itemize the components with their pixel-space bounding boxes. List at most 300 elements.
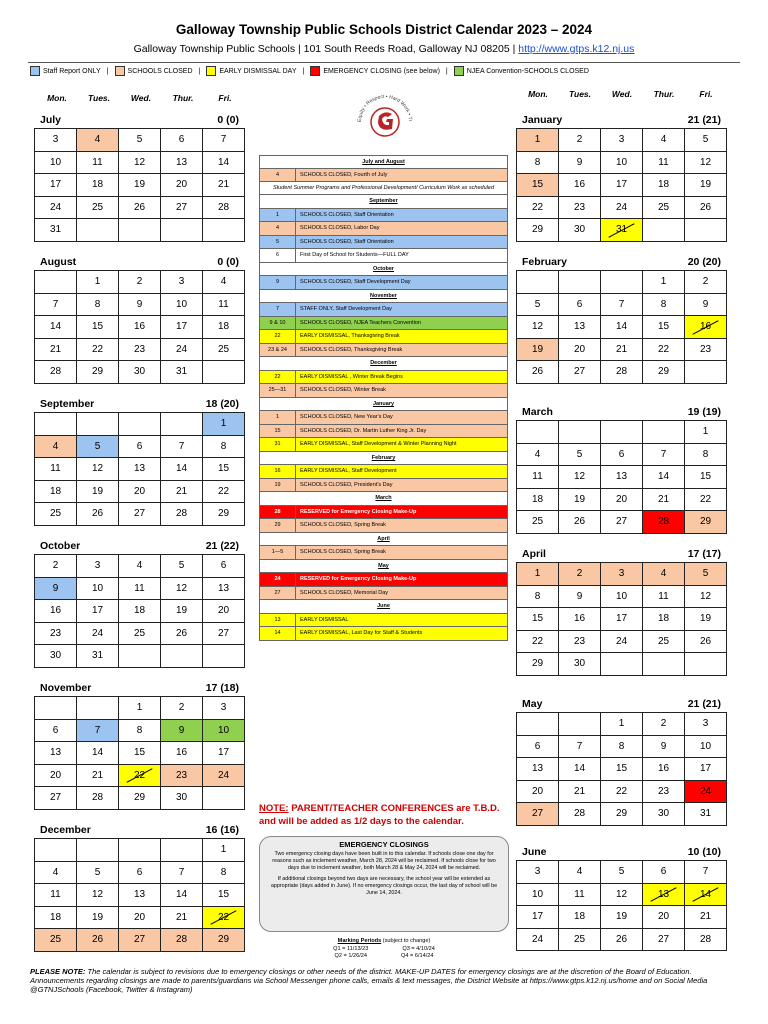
month-january: [516, 112, 727, 242]
weekday-label: Fri.: [218, 93, 232, 103]
month-grid: [34, 696, 245, 810]
day-cell: 28: [685, 928, 727, 951]
event-date: 13: [260, 614, 296, 627]
month-october: [34, 538, 245, 668]
day-cell: 13: [119, 884, 161, 907]
event-row: [259, 222, 508, 236]
day-cell: 28: [77, 787, 119, 810]
month-name: January: [522, 114, 563, 126]
event-list: [259, 155, 508, 641]
week-row: [35, 435, 245, 458]
month-name: February: [522, 256, 567, 268]
week-row: [35, 600, 245, 623]
day-cell: 16: [559, 174, 601, 197]
legend: [30, 66, 589, 76]
day-cell: 31: [77, 645, 119, 668]
day-cell: 29: [517, 219, 559, 242]
day-cell: 24: [35, 196, 77, 219]
day-cell: 10: [685, 735, 727, 758]
month-december: [34, 822, 245, 952]
week-row: [35, 764, 245, 787]
day-cell: 23: [685, 338, 727, 361]
day-cell: 3: [77, 555, 119, 578]
event-row: [259, 317, 508, 331]
week-row: [35, 413, 245, 436]
month-november: [34, 680, 245, 810]
day-cell: 27: [119, 929, 161, 952]
week-row: [35, 929, 245, 952]
week-row: [35, 196, 245, 219]
day-cell: 5: [685, 129, 727, 152]
day-cell: 24: [203, 764, 245, 787]
day-cell: 5: [161, 555, 203, 578]
day-cell: 17: [601, 174, 643, 197]
event-section-heading: December: [259, 357, 508, 371]
day-cell: 25: [643, 196, 685, 219]
week-row: [517, 630, 727, 653]
week-row: [35, 555, 245, 578]
day-cell: 26: [517, 361, 559, 384]
day-cell: 3: [601, 129, 643, 152]
day-cell: 10: [77, 577, 119, 600]
day-cell: 6: [119, 861, 161, 884]
legend-separator: |: [445, 67, 448, 75]
day-cell: 29: [77, 361, 119, 384]
day-cell: 7: [685, 861, 727, 884]
day-cell: 9: [161, 719, 203, 742]
address-text: Galloway Township Public Schools | 101 South Reeds Road, Galloway NJ 08205 |: [133, 43, 516, 55]
day-cell: 19: [161, 600, 203, 623]
month-grid: [516, 128, 727, 242]
month-day-count: 17 (17): [687, 548, 721, 560]
day-cell: [161, 839, 203, 862]
day-cell: 12: [161, 577, 203, 600]
day-cell: 10: [203, 719, 245, 742]
event-text: SCHOOLS CLOSED, President's Day: [300, 481, 393, 488]
day-cell: 13: [35, 742, 77, 765]
day-cell: 29: [643, 361, 685, 384]
week-row: [517, 421, 727, 444]
event-row: [259, 384, 508, 398]
day-cell: 16: [643, 758, 685, 781]
day-cell: 22: [119, 764, 161, 787]
day-cell: 14: [35, 316, 77, 339]
event-date: 5: [260, 236, 296, 249]
day-cell: 8: [119, 719, 161, 742]
day-cell: 4: [77, 129, 119, 152]
day-cell: 18: [35, 906, 77, 929]
day-cell: 1: [119, 697, 161, 720]
weekday-label: Thur.: [172, 93, 194, 103]
day-cell: 16: [35, 600, 77, 623]
month-header: [34, 680, 245, 696]
day-cell: 13: [119, 458, 161, 481]
svg-text:Equity • Respect • Hard Work •: Equity • Respect • Hard Work • Tr: [356, 94, 413, 123]
day-cell: 3: [517, 861, 559, 884]
day-cell: [203, 361, 245, 384]
week-row: [35, 338, 245, 361]
weekday-label: Wed.: [130, 93, 152, 103]
day-cell: 10: [601, 585, 643, 608]
day-cell: 9: [35, 577, 77, 600]
day-cell: 8: [77, 293, 119, 316]
legend-swatch: [115, 66, 125, 76]
day-cell: 12: [119, 151, 161, 174]
week-row: [35, 503, 245, 526]
day-cell: 30: [559, 653, 601, 676]
day-cell: 30: [35, 645, 77, 668]
day-cell: 23: [119, 338, 161, 361]
marking-q3: Q3 = 4/10/24: [402, 945, 435, 952]
legend-item-closed: [115, 66, 193, 76]
month-header: [34, 112, 245, 128]
month-grid: [34, 554, 245, 668]
marking-q4: Q4 = 6/14/24: [401, 953, 434, 959]
day-cell: 10: [601, 151, 643, 174]
day-cell: 4: [643, 563, 685, 586]
day-cell: 6: [643, 861, 685, 884]
event-row: [259, 209, 508, 223]
day-cell: [35, 839, 77, 862]
day-cell: 9: [643, 735, 685, 758]
day-cell: 21: [161, 906, 203, 929]
header-divider: [28, 62, 740, 63]
day-cell: 7: [203, 129, 245, 152]
day-cell: 21: [643, 488, 685, 511]
event-text: EARLY DISMISSAL , Winter Break Begins: [300, 373, 403, 380]
day-cell: 21: [77, 764, 119, 787]
day-cell: 11: [77, 151, 119, 174]
weekday-label: Wed.: [611, 89, 633, 99]
day-cell: 20: [119, 906, 161, 929]
day-cell: 1: [601, 713, 643, 736]
event-row: [259, 169, 508, 183]
day-cell: 23: [559, 630, 601, 653]
day-cell: 18: [643, 608, 685, 631]
event-date: 14: [260, 627, 296, 640]
month-grid: [516, 860, 727, 951]
day-cell: 6: [601, 443, 643, 466]
day-cell: 2: [559, 129, 601, 152]
month-grid: [516, 420, 727, 534]
day-cell: 17: [35, 174, 77, 197]
day-cell: 8: [601, 735, 643, 758]
day-cell: 4: [119, 555, 161, 578]
legend-item-early: [206, 66, 296, 76]
week-row: [517, 735, 727, 758]
month-header: [516, 112, 727, 128]
day-cell: [77, 697, 119, 720]
day-cell: 9: [559, 585, 601, 608]
weekday-label: Mon.: [47, 93, 67, 103]
day-cell: 30: [119, 361, 161, 384]
day-cell: [119, 645, 161, 668]
day-cell: 3: [685, 713, 727, 736]
event-date: 9: [260, 276, 296, 289]
week-row: [517, 316, 727, 339]
day-cell: 11: [559, 883, 601, 906]
day-cell: 22: [517, 630, 559, 653]
event-row: [259, 479, 508, 493]
day-cell: 13: [203, 577, 245, 600]
day-cell: 20: [601, 488, 643, 511]
day-cell: 17: [601, 608, 643, 631]
day-cell: 7: [35, 293, 77, 316]
day-cell: 8: [643, 293, 685, 316]
day-cell: 29: [685, 511, 727, 534]
day-cell: 12: [685, 151, 727, 174]
day-cell: [559, 421, 601, 444]
day-cell: [35, 271, 77, 294]
day-cell: 5: [119, 129, 161, 152]
day-cell: 24: [517, 928, 559, 951]
day-cell: 15: [517, 174, 559, 197]
day-cell: 28: [643, 511, 685, 534]
day-cell: 10: [35, 151, 77, 174]
district-logo-icon: [352, 86, 418, 152]
day-cell: 15: [119, 742, 161, 765]
day-cell: 1: [517, 563, 559, 586]
legend-label: NJEA Convention-SCHOOLS CLOSED: [466, 67, 589, 75]
day-cell: 4: [35, 861, 77, 884]
event-date: 16: [260, 465, 296, 478]
day-cell: 7: [161, 435, 203, 458]
day-cell: 13: [601, 466, 643, 489]
day-cell: 31: [161, 361, 203, 384]
day-cell: 29: [601, 803, 643, 826]
marking-title: Marking Periods: [337, 938, 382, 944]
day-cell: 13: [517, 758, 559, 781]
day-cell: 9: [685, 293, 727, 316]
day-cell: 29: [203, 929, 245, 952]
day-cell: 5: [559, 443, 601, 466]
day-cell: 23: [559, 196, 601, 219]
event-text: SCHOOLS CLOSED, NJEA Teachers Convention: [300, 319, 421, 326]
day-cell: [517, 421, 559, 444]
day-cell: 18: [643, 174, 685, 197]
district-website-link[interactable]: http://www.gtps.k12.nj.us: [518, 43, 635, 55]
weekday-label: Thur.: [653, 89, 675, 99]
week-row: [35, 697, 245, 720]
day-cell: 25: [203, 338, 245, 361]
month-day-count: 21 (21): [687, 698, 721, 710]
day-cell: 28: [35, 361, 77, 384]
marking-title-suffix: (subject to change): [381, 938, 431, 944]
day-cell: 28: [559, 803, 601, 826]
day-cell: 13: [559, 316, 601, 339]
day-cell: 19: [77, 480, 119, 503]
legend-separator: |: [106, 67, 109, 75]
event-row: [259, 614, 508, 628]
day-cell: 26: [119, 196, 161, 219]
event-text: EARLY DISMISSAL: [300, 616, 349, 623]
day-cell: 20: [161, 174, 203, 197]
day-cell: [161, 645, 203, 668]
event-text: SCHOOLS CLOSED, Memorial Day: [300, 589, 389, 596]
day-cell: 6: [517, 735, 559, 758]
day-cell: 20: [559, 338, 601, 361]
event-date: 31: [260, 438, 296, 451]
event-section-heading: July and August: [259, 155, 508, 169]
day-cell: 4: [517, 443, 559, 466]
month-day-count: 17 (18): [205, 682, 239, 694]
week-row: [517, 653, 727, 676]
day-cell: 14: [203, 151, 245, 174]
week-row: [35, 174, 245, 197]
day-cell: 1: [77, 271, 119, 294]
marking-q1: Q1 = 11/13/23: [333, 945, 369, 952]
day-cell: 20: [119, 480, 161, 503]
legend-label: SCHOOLS CLOSED: [127, 67, 193, 75]
event-text: STAFF ONLY, Staff Development Day: [300, 306, 392, 313]
district-address: [0, 43, 768, 55]
event-date: 28: [260, 506, 296, 519]
day-cell: 24: [685, 780, 727, 803]
day-cell: 11: [35, 458, 77, 481]
week-row: [517, 585, 727, 608]
day-cell: 21: [203, 174, 245, 197]
day-cell: 9: [559, 151, 601, 174]
day-cell: 10: [517, 883, 559, 906]
day-cell: 2: [119, 271, 161, 294]
event-row: [259, 573, 508, 587]
month-header: [516, 696, 727, 712]
event-text: EARLY DISMISSAL, Thanksgiving Break: [300, 333, 400, 340]
day-cell: 2: [685, 271, 727, 294]
day-cell: 24: [77, 622, 119, 645]
note-text: PARENT/TEACHER CONFERENCES are T.B.D. and will be added as 1/2 days to the calendar.: [259, 803, 500, 827]
event-date: 29: [260, 519, 296, 532]
day-cell: 22: [643, 338, 685, 361]
week-row: [35, 839, 245, 862]
month-name: September: [40, 398, 95, 410]
day-cell: 29: [119, 787, 161, 810]
event-date: 4: [260, 222, 296, 235]
week-row: [517, 338, 727, 361]
day-cell: 17: [161, 316, 203, 339]
emergency-closings-box: [259, 836, 509, 932]
day-cell: 20: [203, 600, 245, 623]
day-cell: 8: [203, 435, 245, 458]
month-september: [34, 396, 245, 526]
day-cell: 30: [161, 787, 203, 810]
day-cell: [119, 839, 161, 862]
week-row: [35, 645, 245, 668]
day-cell: [685, 653, 727, 676]
day-cell: [119, 413, 161, 436]
month-header: [516, 844, 727, 860]
week-row: [517, 563, 727, 586]
day-cell: 4: [35, 435, 77, 458]
event-row: [259, 330, 508, 344]
day-cell: 4: [643, 129, 685, 152]
month-name: May: [522, 698, 543, 710]
day-cell: 16: [685, 316, 727, 339]
week-row: [35, 480, 245, 503]
event-text: SCHOOLS CLOSED, Spring Break: [300, 522, 386, 529]
event-text: EARLY DISMISSAL, Staff Development: [300, 468, 397, 475]
day-cell: 25: [643, 630, 685, 653]
month-header: [34, 822, 245, 838]
day-cell: [559, 271, 601, 294]
week-row: [35, 577, 245, 600]
day-cell: 26: [685, 196, 727, 219]
weekday-header-left: [36, 93, 246, 103]
day-cell: 27: [643, 928, 685, 951]
event-date: 7: [260, 303, 296, 316]
week-row: [517, 129, 727, 152]
event-text: SCHOOLS CLOSED, Thanksgiving Break: [300, 346, 403, 353]
day-cell: [77, 219, 119, 242]
weekday-header-right: [517, 89, 727, 99]
event-row: [259, 438, 508, 452]
event-row: [259, 344, 508, 358]
event-date: 24: [260, 573, 296, 586]
week-row: [35, 622, 245, 645]
event-text: SCHOOLS CLOSED, Staff Development Day: [300, 279, 411, 286]
day-cell: 25: [559, 928, 601, 951]
day-cell: [685, 361, 727, 384]
week-row: [517, 488, 727, 511]
event-text: SCHOOLS CLOSED, Staff Orientation: [300, 211, 394, 218]
week-row: [35, 293, 245, 316]
event-text: SCHOOLS CLOSED, Staff Orientation: [300, 238, 394, 245]
month-header: [516, 546, 727, 562]
day-cell: 1: [643, 271, 685, 294]
day-cell: 2: [35, 555, 77, 578]
day-cell: 22: [601, 780, 643, 803]
event-date: 22: [260, 330, 296, 343]
day-cell: 12: [77, 884, 119, 907]
month-july: [34, 112, 245, 242]
event-section-heading: March: [259, 492, 508, 506]
event-section-heading: January: [259, 398, 508, 412]
day-cell: 11: [119, 577, 161, 600]
week-row: [35, 884, 245, 907]
day-cell: [601, 421, 643, 444]
event-date: 19: [260, 479, 296, 492]
day-cell: 6: [203, 555, 245, 578]
day-cell: 6: [559, 293, 601, 316]
month-grid: [516, 712, 727, 826]
month-day-count: 0 (0): [217, 256, 239, 268]
day-cell: 11: [517, 466, 559, 489]
event-text: SCHOOLS CLOSED, Fourth of July: [300, 171, 388, 178]
day-cell: 21: [35, 338, 77, 361]
event-row: [259, 425, 508, 439]
day-cell: 27: [161, 196, 203, 219]
weekday-label: Fri.: [699, 89, 713, 99]
event-text: EARLY DISMISSAL, Last Day for Staff & Students: [300, 630, 423, 637]
event-section-heading: February: [259, 452, 508, 466]
event-text: EARLY DISMISSAL, Staff Development & Winter Planning Night: [300, 441, 457, 448]
day-cell: 16: [119, 316, 161, 339]
week-row: [35, 787, 245, 810]
event-section-heading: April: [259, 533, 508, 547]
day-cell: [203, 219, 245, 242]
month-header: [516, 404, 727, 420]
month-grid: [516, 562, 727, 676]
day-cell: 17: [685, 758, 727, 781]
day-cell: 30: [559, 219, 601, 242]
event-text: RESERVED for Emergency Closing Make-Up: [300, 576, 417, 583]
day-cell: 18: [517, 488, 559, 511]
month-header: [34, 538, 245, 554]
month-grid: [34, 412, 245, 526]
day-cell: 25: [517, 511, 559, 534]
day-cell: 24: [601, 630, 643, 653]
week-row: [35, 861, 245, 884]
